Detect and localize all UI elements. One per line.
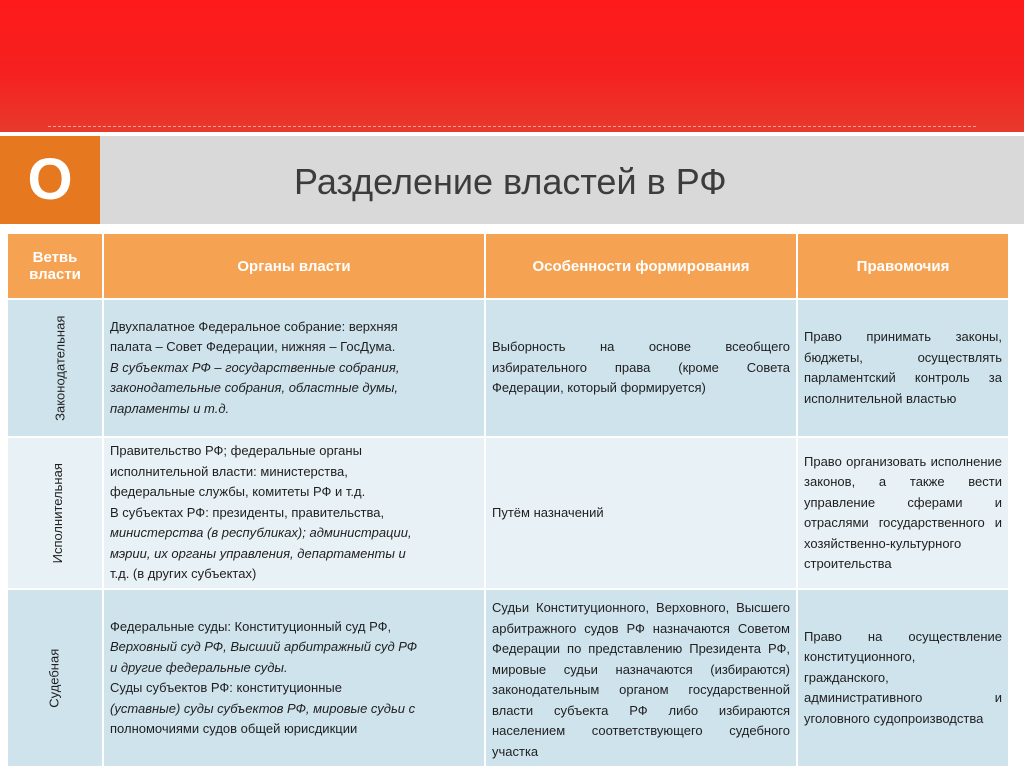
organs-line: В субъектах РФ: президенты, правительства, — [110, 504, 385, 520]
title-bar — [100, 136, 1024, 224]
organs-line: законодательные собрания, областные думы, — [110, 380, 399, 396]
organs-line: полномочиями судов общей юрисдикции — [110, 721, 358, 736]
organs-line: (уставные) суды субъектов РФ, мировые судьи с — [110, 700, 416, 716]
slide-title: Разделение властей в РФ — [294, 161, 727, 202]
logo-letter: О — [27, 147, 73, 212]
organs-line: палата – Совет Федерации, нижняя – ГосДума. — [110, 339, 396, 355]
branch-label: Судебная — [46, 648, 62, 708]
organs-line: Федеральные суды: Конституционный суд РФ, — [110, 618, 392, 634]
organs-line: федеральные службы, комитеты РФ и т.д. — [110, 484, 366, 500]
organs-cell — [103, 299, 485, 437]
column-header-branch: Ветвь власти — [7, 233, 103, 299]
table-row — [7, 437, 1009, 589]
formation-cell: Выборность на основе всеобщего избирательного права (кроме Совета Федерации, который формируется) — [485, 299, 797, 437]
organs-line: Верховный суд РФ, Высший арбитражный суд РФ — [110, 639, 418, 654]
logo-badge — [0, 136, 100, 224]
formation-cell — [485, 589, 797, 767]
branch-label: Законодательная — [52, 315, 68, 421]
organs-line: Суды субъектов РФ: конституционные — [110, 680, 342, 695]
organs-line: парламенты и т.д. — [110, 400, 230, 416]
column-header-formation: Особенности формирования — [485, 233, 797, 299]
red-header-band — [0, 0, 1024, 132]
dashed-divider — [48, 126, 976, 127]
organs-line: министерства (в республиках); администрации, — [110, 525, 412, 541]
table-header-row — [7, 233, 1009, 299]
branch-label: Исполнительная — [49, 462, 65, 564]
powers-cell: Право организовать исполнение законов, а также вести управление сферами и отраслями государственного и хозяйственно-культурного строительства — [797, 437, 1009, 589]
organs-line: Двухпалатное Федеральное собрание: верхняя — [110, 318, 398, 334]
table-row — [7, 299, 1009, 437]
branch-cell — [7, 589, 103, 767]
column-header-organs: Органы власти — [103, 233, 485, 299]
organs-cell — [103, 589, 485, 767]
organs-line: Правительство РФ; федеральные органы — [110, 443, 362, 459]
table-row — [7, 589, 1009, 767]
organs-line: мэрии, их органы управления, департаменты и — [110, 545, 406, 561]
powers-table — [6, 232, 1008, 768]
organs-line: исполнительной власти: министерства, — [110, 463, 348, 479]
branch-cell — [7, 437, 103, 589]
column-header-powers: Правомочия — [797, 233, 1009, 299]
organs-cell — [103, 437, 485, 589]
formation-cell: Путём назначений — [485, 437, 797, 589]
powers-cell: Право на осуществление конституционного, гражданского, административного и уголовного судопроизводства — [797, 589, 1009, 767]
powers-cell: Право принимать законы, бюджеты, осуществлять парламентский контроль за исполнительной властью — [797, 299, 1009, 437]
organs-line: т.д. (в других субъектах) — [110, 566, 257, 582]
organs-line: и другие федеральные суды. — [110, 659, 288, 675]
formation-text: Судьи Конституционного, Верховного, Высшего арбитражного судов РФ назначаются Советом Федерации по представлению Президента РФ, мировые судьи назначаются (избираются) законодательным органом государственной власти субъекта РФ либо избираются населением соответствующего судебного участка — [492, 600, 790, 759]
organs-line: В субъектах РФ – государственные собрания, — [110, 359, 400, 375]
formation-text-clip — [492, 598, 790, 764]
branch-cell — [7, 299, 103, 437]
